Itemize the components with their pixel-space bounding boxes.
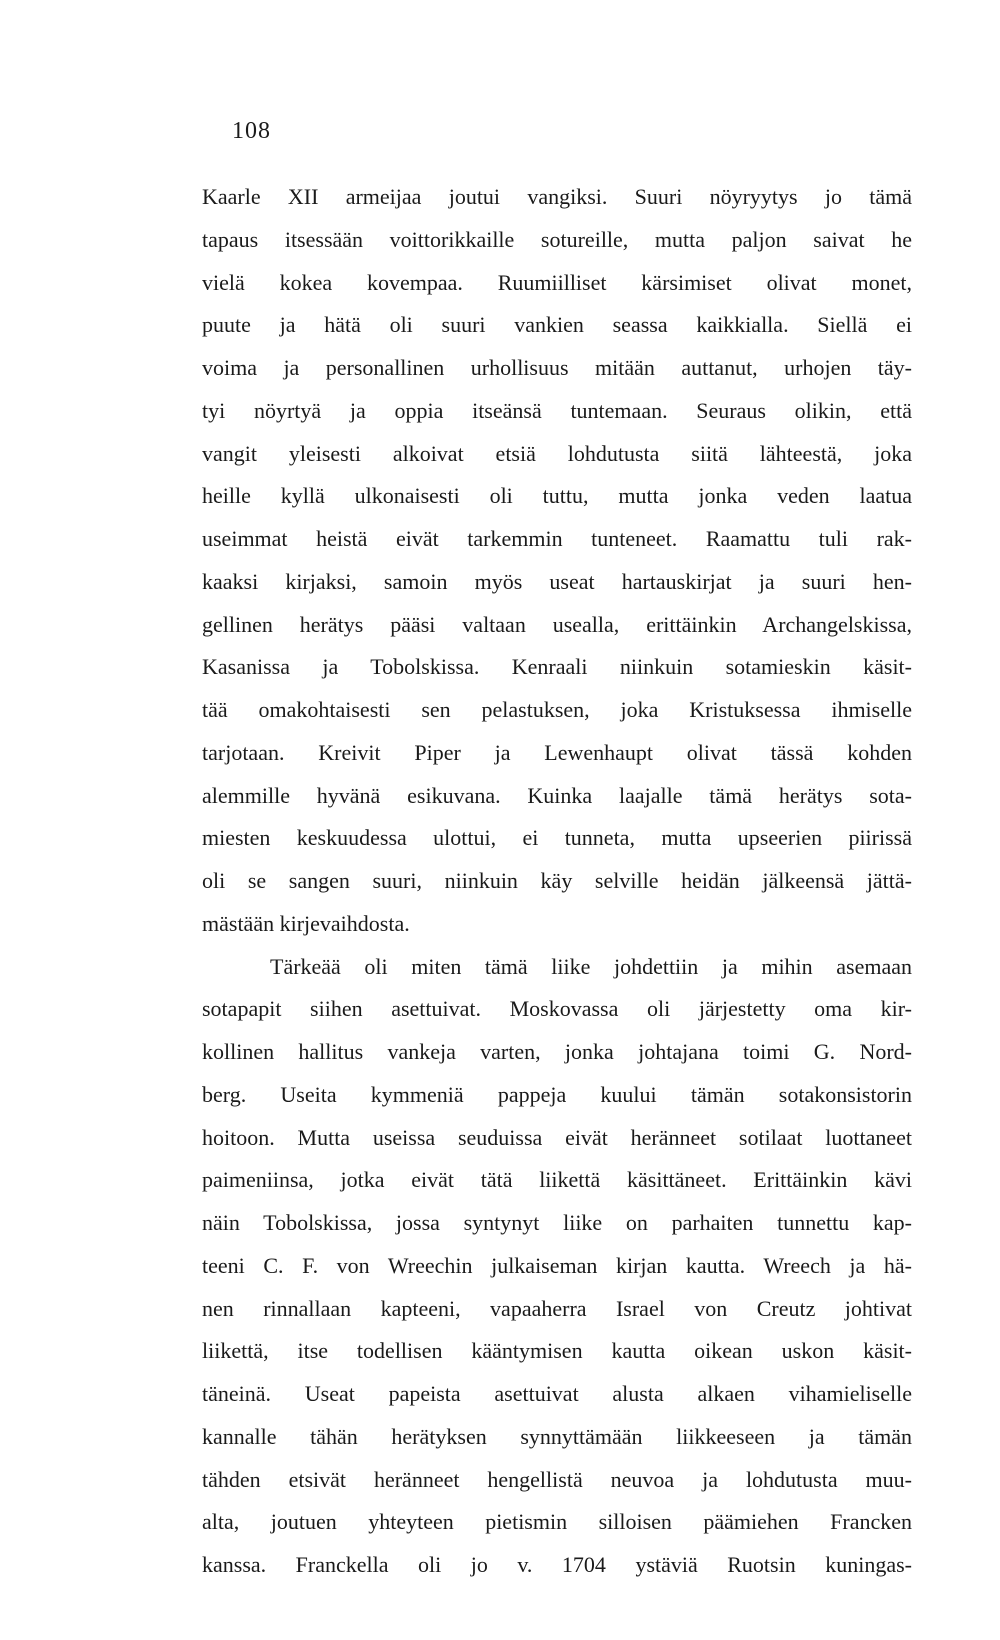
page-number: 108: [232, 118, 271, 144]
text-line: kanssa. Franckella oli jo v. 1704 ystäviä Ruotsin kuningas-: [202, 1552, 912, 1577]
text-line: tää omakohtaisesti sen pelastuksen, joka Kristuksessa ihmiselle: [202, 697, 912, 722]
text-line: täneinä. Useat papeista asettuivat alusta alkaen vihamieliselle: [202, 1381, 912, 1406]
text-line: Kaarle XII armeijaa joutui vangiksi. Suuri nöyryytys jo tämä: [202, 184, 912, 209]
text-line: vangit yleisesti alkoivat etsiä lohdutusta siitä lähteestä, joka: [202, 440, 912, 466]
text-line: voima ja personallinen urhollisuus mitään auttanut, urhojen täy-: [202, 355, 912, 380]
text-line: nen rinnallaan kapteeni, vapaaherra Israel von Creutz johtivat: [202, 1295, 912, 1321]
text-line: teeni C. F. von Wreechin julkaiseman kirjan kautta. Wreech ja hä-: [202, 1252, 912, 1278]
text-line: sotapapit siihen asettuivat. Moskovassa oli järjestetty oma kir-: [202, 996, 912, 1022]
text-line: tyi nöyrtyä ja oppia itseänsä tuntemaan. Seuraus olikin, että: [202, 397, 912, 423]
text-line: gellinen herätys pääsi valtaan usealla, erittäinkin Archangelskissa,: [202, 611, 912, 637]
text-line: oli se sangen suuri, niinkuin käy selville heidän jälkeensä jättä-: [202, 868, 912, 893]
text-line: mästään kirjevaihdosta.: [202, 910, 410, 936]
text-line: heille kyllä ulkonaisesti oli tuttu, mutta jonka veden laatua: [202, 483, 912, 509]
text-line: kaaksi kirjaksi, samoin myös useat hartauskirjat ja suuri hen-: [202, 568, 912, 594]
text-line: puute ja hätä oli suuri vankien seassa kaikkialla. Siellä ei: [202, 312, 912, 338]
text-line: näin Tobolskissa, jossa syntynyt liike on parhaiten tunnettu kap-: [202, 1210, 912, 1235]
body-text: [202, 176, 912, 1587]
text-line: tapaus itsessään voittorikkaille sotureille, mutta paljon saivat he: [202, 226, 912, 252]
text-line: useimmat heistä eivät tarkemmin tunteneet. Raamattu tuli rak-: [202, 526, 912, 551]
text-line: kollinen hallitus vankeja varten, jonka johtajana toimi G. Nord-: [202, 1039, 912, 1064]
text-line: Tärkeää oli miten tämä liike johdettiin ja mihin asemaan: [270, 953, 912, 979]
text-line: hoitoon. Mutta useissa seuduissa eivät heränneet sotilaat luottaneet: [202, 1124, 912, 1150]
text-line: liikettä, itse todellisen kääntymisen kautta oikean uskon käsit-: [202, 1338, 912, 1364]
text-line: alta, joutuen yhteyteen pietismin silloisen päämiehen Francken: [202, 1509, 912, 1535]
text-line: Kasanissa ja Tobolskissa. Kenraali niinkuin sotamieskin käsit-: [202, 654, 912, 680]
text-line: tähden etsivät heränneet hengellistä neuvoa ja lohdutusta muu-: [202, 1466, 912, 1492]
text-line: kannalle tähän herätyksen synnyttämään liikkeeseen ja tämän: [202, 1423, 912, 1449]
text-line: tarjotaan. Kreivit Piper ja Lewenhaupt olivat tässä kohden: [202, 739, 912, 765]
text-line: paimeniinsa, jotka eivät tätä liikettä käsittäneet. Erittäinkin kävi: [202, 1167, 912, 1193]
text-line: vielä kokea kovempaa. Ruumiilliset kärsimiset olivat monet,: [202, 269, 912, 295]
text-line: berg. Useita kymmeniä pappeja kuului tämän sotakonsistorin: [202, 1081, 912, 1107]
text-line: alemmille hyvänä esikuvana. Kuinka laajalle tämä herätys sota-: [202, 782, 912, 808]
text-line: miesten keskuudessa ulottui, ei tunneta, mutta upseerien piirissä: [202, 825, 912, 851]
